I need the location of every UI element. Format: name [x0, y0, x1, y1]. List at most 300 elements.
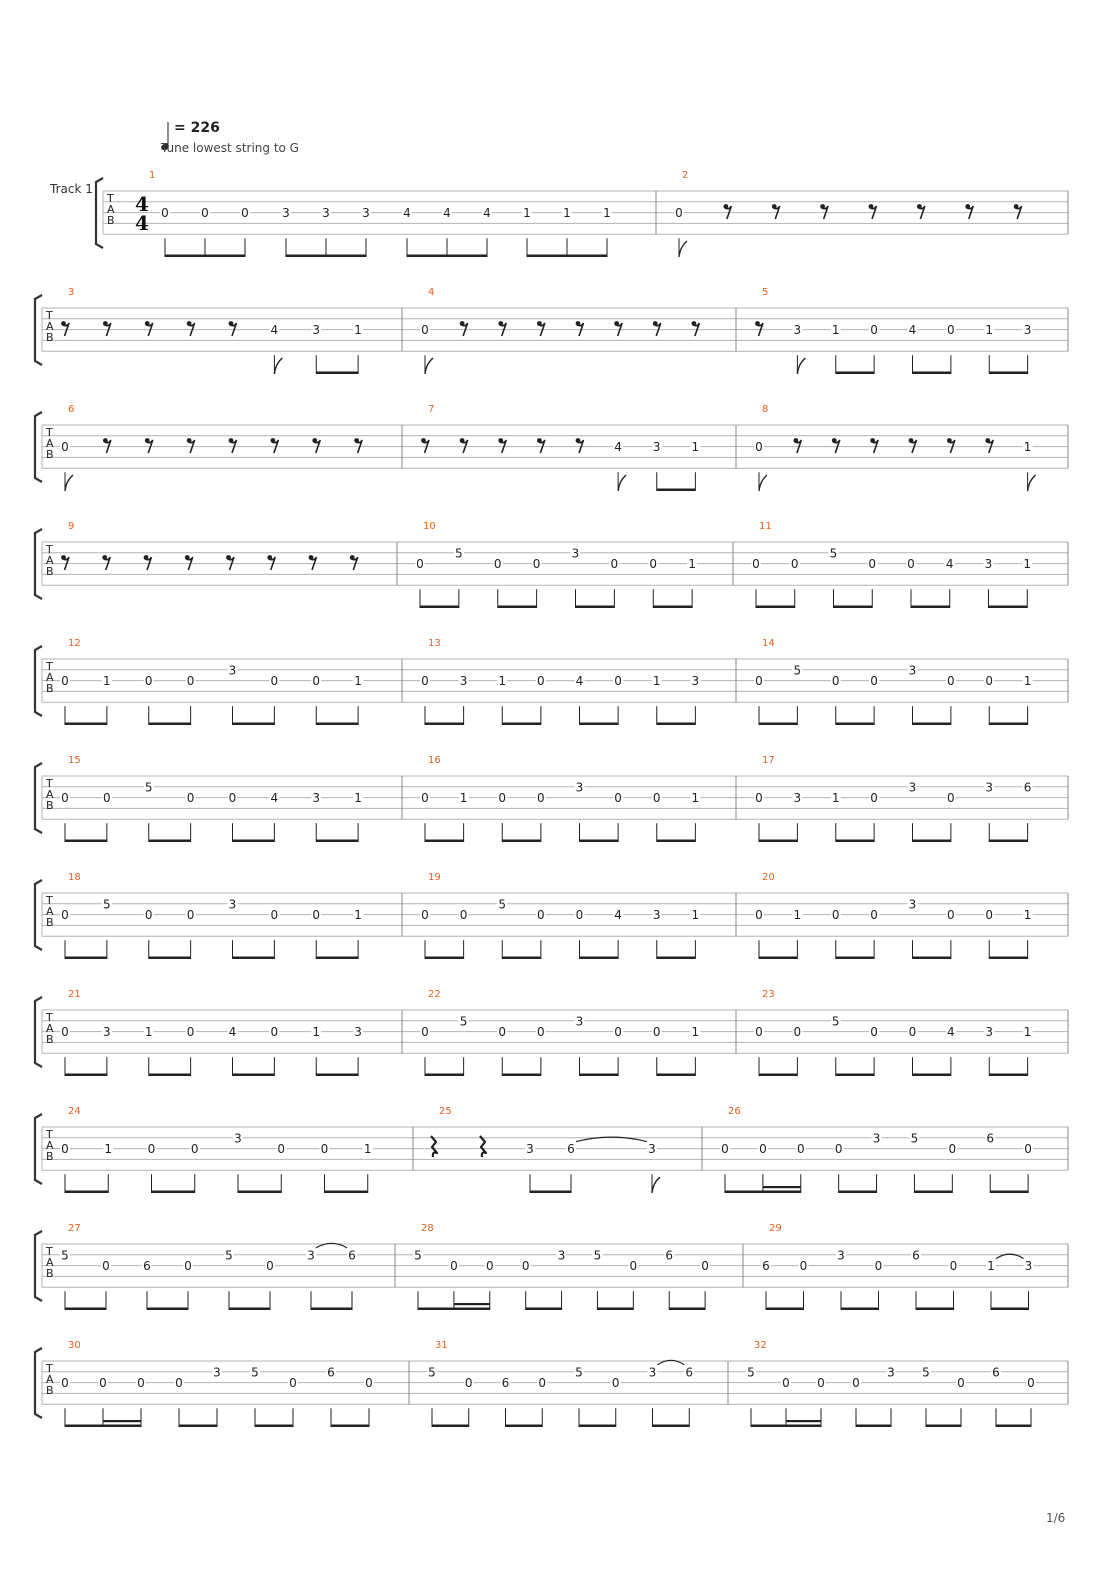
measure-number: 26	[728, 1106, 741, 1117]
fret-number: 3	[575, 1014, 584, 1029]
fret-number: 0	[270, 908, 279, 923]
note-beam	[989, 840, 1027, 843]
fret-number: 3	[984, 557, 993, 572]
eighth-rest-icon	[145, 321, 153, 336]
note-beam	[65, 723, 107, 726]
staff-system	[35, 1340, 1068, 1427]
fret-number: 3	[228, 897, 237, 912]
note-beam	[255, 1425, 293, 1428]
fret-number: 0	[320, 1142, 329, 1157]
staff-system	[35, 1106, 1068, 1193]
note-beam	[657, 957, 696, 960]
note-beam	[657, 723, 696, 726]
fret-number: 0	[270, 1025, 279, 1040]
note-beam	[989, 957, 1027, 960]
note-beam	[502, 957, 541, 960]
fret-number: 5	[61, 1248, 69, 1263]
measure-number: 21	[68, 989, 81, 1000]
tab-clef-letter: A	[46, 1256, 54, 1269]
staff-system	[35, 872, 1068, 959]
tab-clef-letter: T	[46, 426, 53, 439]
note-beam	[996, 1425, 1031, 1428]
fret-number: 1	[563, 206, 571, 221]
eighth-rest-icon	[229, 321, 237, 336]
fret-number: 0	[61, 674, 69, 689]
fret-number: 4	[483, 206, 491, 221]
fret-number: 0	[947, 323, 955, 338]
fret-number: 0	[144, 908, 153, 923]
fret-number: 1	[603, 206, 611, 221]
fret-number: 4	[947, 1025, 955, 1040]
fret-number: 0	[610, 557, 619, 572]
note-beam	[530, 1191, 571, 1194]
tab-clef-letter: A	[46, 788, 54, 801]
measure-number: 31	[435, 1340, 448, 1351]
tab-clef-letter: B	[46, 448, 54, 461]
fret-number: 4	[228, 1025, 237, 1040]
note-beam	[502, 1074, 541, 1077]
fret-number: 3	[354, 1025, 362, 1040]
fret-number: 4	[403, 206, 411, 221]
eighth-rest-icon	[832, 438, 840, 453]
fret-number: 0	[868, 557, 877, 572]
fret-number: 1	[312, 1025, 321, 1040]
fret-number: 5	[103, 897, 111, 912]
note-flag	[65, 475, 73, 491]
fret-number: 0	[421, 323, 429, 338]
fret-number: 1	[103, 674, 111, 689]
fret-number: 1	[691, 440, 700, 455]
fret-number: 0	[521, 1259, 530, 1274]
fret-number: 0	[721, 1142, 729, 1157]
note-beam-secondary	[786, 1420, 821, 1422]
fret-number: 0	[144, 674, 153, 689]
fret-number: 0	[614, 1025, 622, 1040]
fret-number: 3	[872, 1131, 881, 1146]
note-beam	[233, 957, 275, 960]
fret-number: 0	[450, 1259, 458, 1274]
note-beam	[751, 1425, 821, 1428]
note-beam	[316, 1074, 358, 1077]
fret-number: 3	[526, 1142, 534, 1157]
fret-number: 3	[213, 1365, 221, 1380]
eighth-rest-icon	[653, 321, 661, 336]
fret-number: 0	[498, 791, 507, 806]
fret-number: 0	[537, 1025, 545, 1040]
eighth-rest-icon	[1014, 204, 1022, 219]
eighth-rest-icon	[350, 555, 358, 570]
note-beam	[420, 606, 459, 609]
fret-number: 1	[498, 674, 507, 689]
note-beam	[502, 840, 541, 843]
eighth-rest-icon	[985, 438, 993, 453]
note-beam	[576, 606, 615, 609]
tab-clef-letter: T	[46, 309, 53, 322]
eighth-rest-icon	[61, 321, 69, 336]
fret-number: 0	[61, 791, 69, 806]
fret-number: 0	[61, 1025, 69, 1040]
eighth-rest-icon	[229, 438, 237, 453]
tab-clef-letter: A	[46, 1373, 54, 1386]
fret-number: 1	[831, 323, 840, 338]
measure-number: 32	[754, 1340, 767, 1351]
system-bracket	[35, 1231, 42, 1301]
fret-number: 0	[277, 1142, 286, 1157]
measure-number: 6	[68, 404, 75, 415]
fret-number: 0	[831, 674, 840, 689]
fret-number: 0	[793, 1025, 802, 1040]
note-beam	[152, 1191, 195, 1194]
note-flag	[618, 475, 626, 491]
note-beam	[325, 1191, 368, 1194]
system-bracket	[35, 763, 42, 833]
fret-number: 3	[362, 206, 370, 221]
measure-number: 19	[428, 872, 441, 883]
fret-number: 3	[652, 908, 661, 923]
fret-number: 1	[691, 791, 700, 806]
fret-number: 0	[421, 908, 429, 923]
eighth-rest-icon	[421, 438, 429, 453]
note-flag	[759, 475, 767, 491]
note-beam	[725, 1191, 801, 1194]
fret-number: 6	[912, 1248, 920, 1263]
fret-number: 0	[985, 674, 994, 689]
note-beam	[233, 840, 275, 843]
eighth-rest-icon	[691, 321, 699, 336]
fret-number: 5	[455, 546, 463, 561]
time-signature-bottom: 4	[135, 211, 149, 235]
fret-number: 6	[992, 1365, 1000, 1380]
eighth-rest-icon	[185, 555, 193, 570]
tab-clef-letter: T	[46, 1245, 53, 1258]
fret-number: 1	[354, 908, 362, 923]
measure-number: 13	[428, 638, 441, 649]
measure-number: 2	[682, 170, 689, 181]
note-beam	[149, 957, 191, 960]
fret-number: 0	[948, 1142, 957, 1157]
fret-number: 3	[793, 323, 802, 338]
fret-number: 1	[1023, 440, 1032, 455]
note-beam	[926, 1425, 961, 1428]
note-beam	[597, 1308, 633, 1311]
measure-number: 30	[68, 1340, 81, 1351]
staff-system	[96, 170, 1068, 257]
fret-number: 0	[752, 557, 760, 572]
time-signature-top: 4	[135, 192, 149, 216]
measure-number: 25	[439, 1106, 452, 1117]
staff-system	[35, 521, 1068, 608]
measure-number: 9	[68, 521, 75, 532]
fret-number: 0	[759, 1142, 767, 1157]
measure-number: 14	[762, 638, 775, 649]
staff-system	[35, 989, 1068, 1076]
fret-number: 4	[575, 674, 584, 689]
note-flag	[1028, 475, 1036, 491]
fret-number: 0	[102, 1259, 110, 1274]
eighth-rest-icon	[267, 555, 275, 570]
fret-number: 3	[234, 1131, 242, 1146]
note-beam	[527, 255, 607, 258]
note-beam	[653, 606, 692, 609]
fret-number: 1	[144, 1025, 153, 1040]
note-flag	[425, 358, 433, 374]
fret-number: 0	[532, 557, 541, 572]
eighth-rest-icon	[103, 438, 111, 453]
eighth-rest-icon	[102, 555, 110, 570]
note-beam	[856, 1425, 891, 1428]
fret-number: 0	[649, 557, 658, 572]
system-bracket	[35, 295, 42, 365]
fret-number: 0	[416, 557, 424, 572]
note-beam	[834, 606, 873, 609]
measure-number: 20	[762, 872, 775, 883]
eighth-rest-icon	[460, 438, 468, 453]
fret-number: 0	[614, 674, 622, 689]
fret-number: 0	[186, 674, 195, 689]
fret-number: 3	[985, 780, 994, 795]
track-name: Track 1	[50, 182, 93, 196]
measure-number: 3	[68, 287, 75, 298]
fret-number: 4	[908, 323, 917, 338]
fret-number: 1	[104, 1142, 113, 1157]
note-beam-secondary	[763, 1186, 801, 1188]
measure-number: 23	[762, 989, 775, 1000]
fret-number: 0	[289, 1376, 297, 1391]
fret-number: 0	[817, 1376, 825, 1391]
fret-number: 1	[354, 674, 362, 689]
note-beam	[165, 255, 245, 258]
note-beam	[425, 957, 464, 960]
fret-number: 0	[270, 674, 279, 689]
fret-number: 0	[241, 206, 249, 221]
note-beam	[916, 1308, 954, 1311]
fret-number: 5	[831, 1014, 840, 1029]
fret-number: 4	[270, 323, 279, 338]
note-beam	[432, 1425, 469, 1428]
fret-number: 3	[837, 1248, 845, 1263]
note-flag	[679, 241, 687, 257]
fret-number: 0	[870, 674, 878, 689]
measure-number: 4	[428, 287, 435, 298]
system-bracket	[35, 880, 42, 950]
fret-number: 0	[186, 1025, 195, 1040]
fret-number: 0	[947, 908, 955, 923]
note-beam	[836, 372, 874, 375]
measure-number: 5	[762, 287, 769, 298]
note-beam	[502, 723, 541, 726]
note-beam	[989, 372, 1027, 375]
fret-number: 1	[831, 791, 840, 806]
eighth-rest-icon	[537, 321, 545, 336]
measure-number: 7	[428, 404, 435, 415]
fret-number: 5	[593, 1248, 602, 1263]
fret-number: 6	[567, 1142, 575, 1157]
note-beam	[149, 1074, 191, 1077]
note-beam	[911, 606, 950, 609]
note-beam	[425, 840, 464, 843]
tab-clef-letter: A	[107, 203, 115, 216]
note-beam	[836, 723, 874, 726]
eighth-rest-icon	[576, 321, 584, 336]
note-beam	[65, 1308, 106, 1311]
fret-number: 0	[103, 791, 111, 806]
note-beam	[836, 1074, 874, 1077]
fret-number: 3	[312, 323, 321, 338]
measure-number: 28	[421, 1223, 434, 1234]
tempo-marking	[174, 120, 220, 136]
fret-number: 0	[575, 908, 584, 923]
fret-number: 0	[870, 791, 878, 806]
fret-number: 0	[870, 1025, 878, 1040]
fret-number: 1	[793, 908, 802, 923]
note-beam	[526, 1308, 562, 1311]
note-beam	[580, 957, 619, 960]
tempo-value: = 226	[174, 120, 220, 136]
fret-number: 0	[312, 674, 321, 689]
fret-number: 3	[557, 1248, 566, 1263]
fret-number: 0	[755, 908, 763, 923]
fret-number: 5	[459, 1014, 468, 1029]
tab-clef-letter: A	[46, 671, 54, 684]
note-beam	[418, 1308, 490, 1311]
fret-number: 3	[908, 780, 917, 795]
tab-clef-letter: T	[46, 1011, 53, 1024]
fret-number: 3	[307, 1248, 315, 1263]
fret-number: 0	[755, 1025, 763, 1040]
system-bracket	[35, 646, 42, 716]
fret-number: 4	[614, 908, 622, 923]
note-beam	[991, 1308, 1029, 1311]
fret-number: 5	[144, 780, 153, 795]
note-beam	[580, 723, 619, 726]
tab-clef-letter: A	[46, 1022, 54, 1035]
note-flag	[652, 1177, 660, 1193]
eighth-rest-icon	[793, 438, 801, 453]
fret-number: 0	[629, 1259, 638, 1274]
note-beam	[179, 1425, 217, 1428]
note-beam	[914, 1191, 952, 1194]
fret-number: 1	[688, 557, 696, 572]
fret-number: 0	[421, 674, 429, 689]
fret-number: 0	[949, 1259, 958, 1274]
fret-number: 0	[796, 1142, 805, 1157]
fret-number: 0	[755, 791, 763, 806]
note-beam	[407, 255, 487, 258]
eighth-rest-icon	[498, 438, 506, 453]
eighth-rest-icon	[909, 438, 917, 453]
fret-number: 0	[175, 1376, 183, 1391]
tuning-instruction: Tune lowest string to G	[161, 141, 299, 155]
tab-clef-letter: T	[46, 543, 53, 556]
fret-number: 3	[312, 791, 321, 806]
fret-number: 4	[945, 557, 954, 572]
fret-number: 3	[648, 1365, 657, 1380]
fret-number: 0	[537, 674, 545, 689]
fret-number: 5	[251, 1365, 259, 1380]
fret-number: 0	[186, 908, 195, 923]
note-beam	[759, 723, 797, 726]
measure-number: 22	[428, 989, 441, 1000]
tab-clef-letter: T	[46, 777, 53, 790]
fret-number: 0	[957, 1376, 965, 1391]
note-beam	[836, 840, 874, 843]
note-beam	[580, 840, 619, 843]
measure-number: 12	[68, 638, 81, 649]
quarter-rest-icon	[431, 1136, 437, 1157]
fret-number: 3	[652, 440, 661, 455]
system-bracket	[35, 412, 42, 482]
tab-clef-letter: B	[46, 565, 54, 578]
tab-clef-letter: B	[46, 682, 54, 695]
staff-system	[35, 1223, 1068, 1310]
note-beam	[669, 1308, 705, 1311]
note-beam	[316, 723, 358, 726]
eighth-rest-icon	[755, 321, 763, 336]
fret-number: 0	[498, 1025, 507, 1040]
note-beam	[65, 1425, 141, 1428]
fret-number: 0	[947, 674, 955, 689]
fret-number: 6	[762, 1259, 770, 1274]
fret-number: 0	[61, 1142, 69, 1157]
fret-number: 0	[870, 323, 878, 338]
note-beam	[331, 1425, 369, 1428]
page-number: 1/6	[1046, 1511, 1066, 1525]
tab-clef-letter: B	[46, 1384, 54, 1397]
fret-number: 5	[414, 1248, 422, 1263]
fret-number: 5	[498, 897, 507, 912]
staff-system	[35, 404, 1068, 491]
fret-number: 5	[922, 1365, 930, 1380]
note-beam	[913, 840, 951, 843]
fret-number: 3	[459, 674, 468, 689]
measure-number: 1	[149, 170, 156, 181]
note-beam	[759, 840, 797, 843]
fret-number: 0	[493, 557, 502, 572]
note-beam	[316, 372, 358, 375]
fret-number: 6	[327, 1365, 335, 1380]
eighth-rest-icon	[61, 555, 69, 570]
fret-number: 0	[831, 908, 840, 923]
fret-number: 0	[190, 1142, 199, 1157]
note-beam	[229, 1308, 270, 1311]
eighth-rest-icon	[820, 204, 828, 219]
note-beam	[65, 1074, 107, 1077]
measure-number: 15	[68, 755, 81, 766]
fret-number: 0	[834, 1142, 843, 1157]
measure-number: 10	[423, 521, 436, 532]
fret-number: 3	[322, 206, 330, 221]
note-beam	[286, 255, 366, 258]
note-beam	[580, 1074, 619, 1077]
fret-number: 1	[1023, 1025, 1032, 1040]
note-beam	[657, 1074, 696, 1077]
fret-number: 0	[675, 206, 683, 221]
fret-number: 3	[282, 206, 290, 221]
tab-clef-letter: B	[46, 799, 54, 812]
note-beam	[836, 957, 874, 960]
fret-number: 6	[986, 1131, 995, 1146]
fret-number: 3	[575, 780, 584, 795]
fret-number: 0	[908, 1025, 917, 1040]
fret-number: 0	[782, 1376, 790, 1391]
eighth-rest-icon	[498, 321, 506, 336]
fret-number: 3	[985, 1025, 994, 1040]
note-beam	[759, 1074, 797, 1077]
fret-number: 6	[143, 1259, 151, 1274]
note-beam	[149, 840, 191, 843]
fret-number: 0	[1024, 1142, 1032, 1157]
fret-number: 0	[538, 1376, 547, 1391]
